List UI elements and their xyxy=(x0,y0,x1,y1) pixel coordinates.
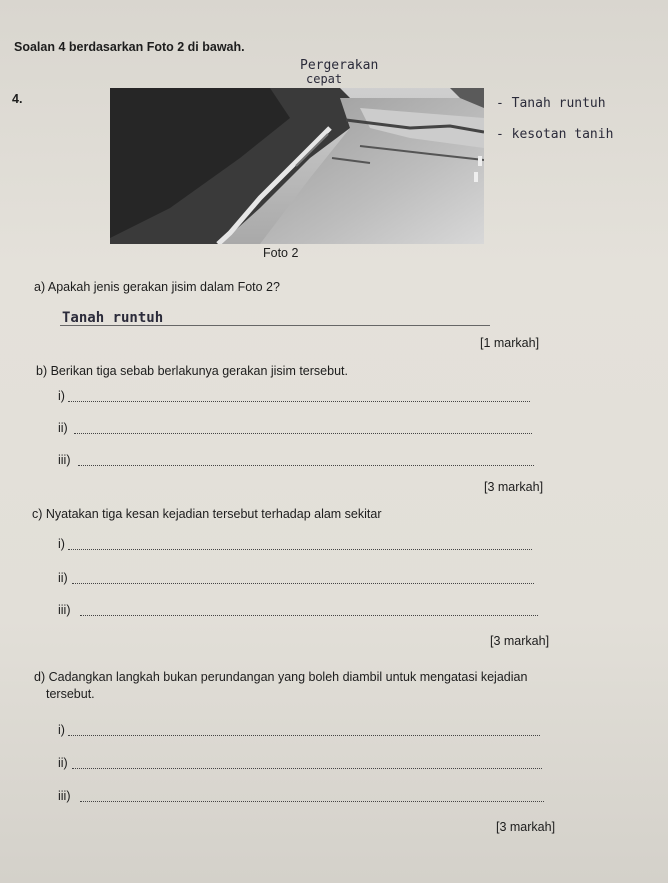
question-c: c) Nyatakan tiga kesan kejadian tersebut terhadap alam sekitar xyxy=(32,507,382,521)
item-c-3: iii) xyxy=(58,603,71,617)
answer-line-d-3[interactable] xyxy=(80,801,544,802)
question-d-line2: tersebut. xyxy=(46,687,95,701)
handwritten-note-2: - kesotan tanih xyxy=(496,127,614,142)
handwritten-note-1: - Tanah runtuh xyxy=(496,96,606,111)
answer-a: Tanah runtuh xyxy=(62,310,164,326)
answer-line-d-1[interactable] xyxy=(68,735,540,736)
answer-line-c-3[interactable] xyxy=(80,615,538,616)
item-b-2: ii) xyxy=(58,421,68,435)
answer-line-c-2[interactable] xyxy=(72,583,534,584)
item-c-2: ii) xyxy=(58,571,68,585)
question-d: d) Cadangkan langkah bukan perundangan yang boleh diambil untuk mengatasi kejadian xyxy=(34,670,528,684)
marks-d: [3 markah] xyxy=(496,820,556,834)
item-d-2: ii) xyxy=(58,756,68,770)
answer-line-b-3[interactable] xyxy=(78,465,534,466)
question-a: a) Apakah jenis gerakan jisim dalam Foto 2? xyxy=(34,280,280,294)
marks-a: [1 markah] xyxy=(480,336,540,350)
item-b-3: iii) xyxy=(58,453,71,467)
item-d-1: i) xyxy=(58,723,65,737)
handwritten-note-top: Pergerakan xyxy=(300,58,379,73)
answer-line-a[interactable] xyxy=(60,325,490,326)
answer-line-d-2[interactable] xyxy=(72,768,542,769)
marks-c: [3 markah] xyxy=(490,634,550,648)
answer-line-c-1[interactable] xyxy=(68,549,532,550)
answer-line-b-1[interactable] xyxy=(68,401,530,402)
item-d-3: iii) xyxy=(58,789,71,803)
marks-b: [3 markah] xyxy=(484,480,544,494)
answer-line-b-2[interactable] xyxy=(74,433,532,434)
handwritten-note-top-2: cepat xyxy=(306,72,343,86)
item-c-1: i) xyxy=(58,537,65,551)
question-b: b) Berikan tiga sebab berlakunya gerakan jisim tersebut. xyxy=(36,364,348,378)
question-number: 4. xyxy=(12,92,23,106)
item-b-1: i) xyxy=(58,389,65,403)
section-heading: Soalan 4 berdasarkan Foto 2 di bawah. xyxy=(14,40,245,54)
photo-caption: Foto 2 xyxy=(263,246,299,260)
landslide-photo xyxy=(110,88,484,244)
